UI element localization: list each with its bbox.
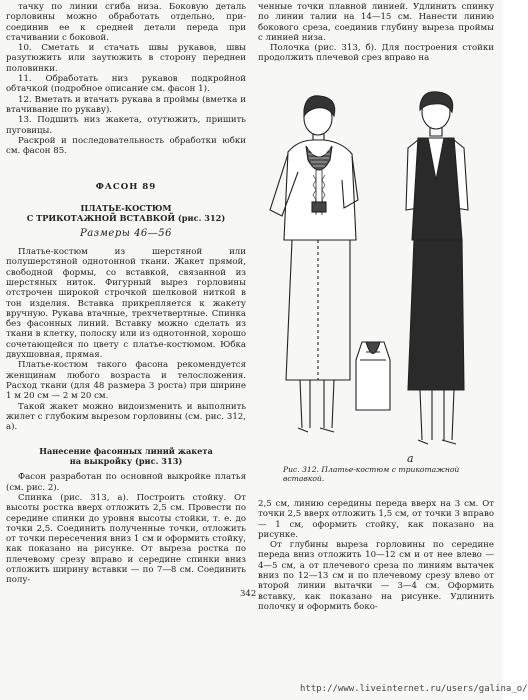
figure-label-a: а	[407, 452, 414, 465]
right-column-top	[258, 2, 494, 64]
paragraph: Раскрой и последовательность обработки юбки см. фасон 85.	[6, 135, 246, 157]
paragraph: 10. Сметать и стачать швы рукавов, швы разутюжить или заутюжить в сторону переднеи половинки.	[6, 43, 246, 74]
right-column-bottom	[258, 499, 494, 612]
paragraph: Такой жакет можно видоизменить и выполнить жилет с глубоким вырезом горловины (см. рис. 312, а).	[6, 401, 246, 433]
section-heading: Нанесение фасонных линий жакета	[39, 446, 213, 457]
style-subtitle: ПЛАТЬЕ-КОСТЮМ	[80, 202, 172, 213]
source-url: http://www.liveinternet.ru/users/galina_o/	[300, 684, 528, 694]
paragraph: 2,5 см, линию середины переда вверх на 3 см. От точки 2,5 вверх отложить 1,5 см, от точки 3 вправо — 1 см, оформить стойку, как показано на рисунке.	[258, 499, 494, 540]
paragraph: тачку по линии сгиба низа. Боковую деталь горловины можно обработать отдельно, при-соединив ее к средней детали переда при стачивании с боковой.	[6, 2, 246, 43]
paragraph: ченные точки плавной линией. Удлинить спинку по линии талии на 14—15 см. Нанести линию бокового среза, соединив глубину выреза проймы с линией низа.	[258, 2, 494, 43]
section-heading: на выкройку (рис. 313)	[69, 456, 183, 467]
style-subtitle: С ТРИКОТАЖНОЙ ВСТАВКОЙ (рис. 312)	[26, 212, 226, 223]
sizes-range: Размеры 46—56	[79, 227, 173, 239]
page-number: 342	[240, 589, 257, 599]
style-heading: ФАСОН 89	[95, 182, 157, 193]
paragraph: Спинка (рис. 313, а). Построить стойку. От высоты ростка вверх отложить 2,5 см. Провести по середине спинки до уровня высоты стойки, т. е. до точки 2,5. Соединить полученные точки, отложить от точки пересечения вниз 1 см и оформить стойку, как показано на рисунке. От выреза ростка по плечевому срезу вправо и середине спинки вниз отложить ширину вставки — по 7—8 см. Соединить полу-	[6, 492, 246, 586]
paragraph: 13. Подшить низ жакета, отутюжить, пришить пуговицы.	[6, 115, 246, 136]
paragraph: Платье-костюм такого фасона рекомендуется женщинам любого возраста и телосложения. Расход ткани (для 48 размера 3 роста) при ширине 1 м 20 см — 2 м 20 см.	[6, 360, 246, 402]
figure-caption: Рис. 312. Платье-костюм с трикотажной вставкой.	[283, 465, 460, 483]
paragraph: 11. Обработать низ рукавов подкройной обтачкой (подробное описание см. фасон 1).	[6, 74, 246, 95]
left-column	[6, 2, 246, 586]
paragraph: Платье-костюм из шерстяной или полушерстяной однотонной ткани. Жакет прямой, свободной формы, со вставкой, связанной из шерстяных ниток. Фигурный вырез горловины отстрочен широкой строчкой шелковой ниткой в тон изделия. Вставка прикрепляется к жакету вручную. Рукава втачные, трехчетвертные. Спинка без фасонных линий. Вставку можно сделать из ткани в клетку, полоску или из однотонной, хорошо сочетающейся по цвету с платье-костюмом. Юбка двухшовная, прямая.	[6, 247, 246, 361]
paragraph: Полочка (рис. 313, б). Для построения стойки продолжить плечевой срез вправо на	[258, 43, 494, 64]
paragraph: 12. Вметать и втачать рукава в проймы (вметка и втачивание по рукаву).	[6, 94, 246, 115]
fashion-illustration	[258, 90, 494, 465]
paragraph: От глубины выреза горловины по середине переда вниз отложить 10—12 см и от нее влево — 4—5 см, а от плечевого среза по линиям вытачек вниз по 12—13 см и по плечевому срезу влево от второй линии вытачки — 3—4 см. Оформить вставку, как показано на рисунке. Удлинить полочку и оформить боко-	[258, 540, 494, 612]
paragraph: Фасон разработан по основной выкройке платья (см. рис. 2).	[6, 472, 246, 493]
